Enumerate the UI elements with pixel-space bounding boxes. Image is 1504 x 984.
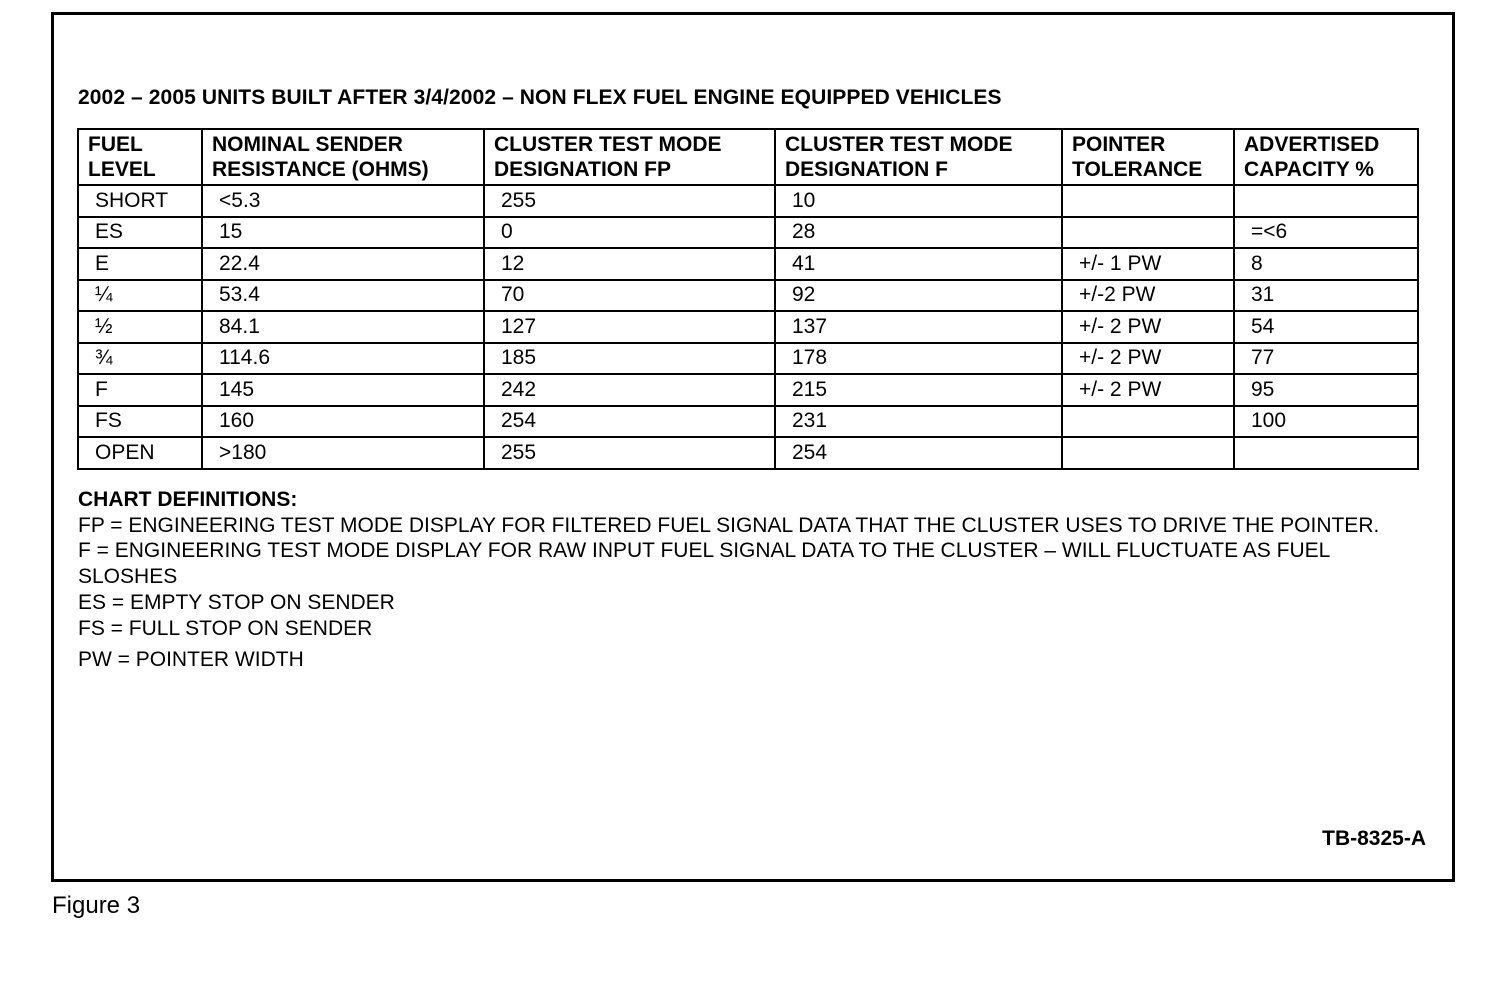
cell-tolerance: +/- 2 PW — [1062, 374, 1234, 406]
cell-f: 215 — [775, 374, 1062, 406]
cell-fp: 12 — [484, 248, 775, 280]
chart-definitions — [78, 487, 1418, 673]
header-fuel-level: FUEL LEVEL — [78, 129, 202, 185]
cell-resistance: 15 — [202, 217, 484, 249]
document-id: TB-8325-A — [1322, 827, 1426, 850]
definition-es: ES = EMPTY STOP ON SENDER — [78, 590, 395, 614]
table-row — [78, 437, 1418, 469]
cell-capacity: 8 — [1234, 248, 1418, 280]
cell-resistance: 114.6 — [202, 343, 484, 375]
cell-f: 254 — [775, 437, 1062, 469]
figure-frame — [51, 12, 1455, 882]
table-row — [78, 248, 1418, 280]
header-advertised-capacity: ADVERTISED CAPACITY % — [1234, 129, 1418, 185]
header-pointer-tolerance: POINTER TOLERANCE — [1062, 129, 1234, 185]
cell-capacity: =<6 — [1234, 217, 1418, 249]
cell-resistance: 53.4 — [202, 280, 484, 312]
table-row — [78, 185, 1418, 217]
cell-tolerance: +/- 2 PW — [1062, 311, 1234, 343]
cell-capacity — [1234, 185, 1418, 217]
cell-f: 231 — [775, 406, 1062, 438]
cell-fp: 242 — [484, 374, 775, 406]
cell-capacity: 31 — [1234, 280, 1418, 312]
header-cluster-test-mode-f: CLUSTER TEST MODE DESIGNATION F — [775, 129, 1062, 185]
cell-fp: 0 — [484, 217, 775, 249]
cell-f: 10 — [775, 185, 1062, 217]
cell-tolerance: +/-2 PW — [1062, 280, 1234, 312]
cell-capacity: 77 — [1234, 343, 1418, 375]
cell-f: 137 — [775, 311, 1062, 343]
cell-f: 178 — [775, 343, 1062, 375]
cell-fuel-level: SHORT — [78, 185, 202, 217]
table-header-row — [78, 129, 1418, 185]
figure-caption: Figure 3 — [52, 892, 141, 919]
cell-resistance: >180 — [202, 437, 484, 469]
cell-resistance: <5.3 — [202, 185, 484, 217]
table-heading: 2002 – 2005 UNITS BUILT AFTER 3/4/2002 – NON FLEX FUEL ENGINE EQUIPPED VEHICLES — [78, 86, 1002, 109]
table-row — [78, 311, 1418, 343]
cell-fuel-level: FS — [78, 406, 202, 438]
cell-fuel-level: ½ — [78, 311, 202, 343]
cell-resistance: 84.1 — [202, 311, 484, 343]
cell-tolerance — [1062, 406, 1234, 438]
cell-resistance: 160 — [202, 406, 484, 438]
definition-fp: FP = ENGINEERING TEST MODE DISPLAY FOR FILTERED FUEL SIGNAL DATA THAT THE CLUSTER USES TO DRIVE THE POINTER. — [78, 513, 1380, 537]
cell-resistance: 145 — [202, 374, 484, 406]
cell-fuel-level: ¾ — [78, 343, 202, 375]
definition-f: F = ENGINEERING TEST MODE DISPLAY FOR RAW INPUT FUEL SIGNAL DATA TO THE CLUSTER – WILL FLUCTUATE AS FUEL SLOSHES — [78, 539, 1330, 589]
cell-fp: 127 — [484, 311, 775, 343]
table-row — [78, 374, 1418, 406]
cell-fp: 255 — [484, 437, 775, 469]
cell-tolerance — [1062, 437, 1234, 469]
table-row — [78, 406, 1418, 438]
cell-fp: 185 — [484, 343, 775, 375]
cell-f: 41 — [775, 248, 1062, 280]
cell-fuel-level: F — [78, 374, 202, 406]
cell-fp: 254 — [484, 406, 775, 438]
header-cluster-test-mode-fp: CLUSTER TEST MODE DESIGNATION FP — [484, 129, 775, 185]
definition-pw: PW = POINTER WIDTH — [78, 648, 304, 672]
cell-capacity: 95 — [1234, 374, 1418, 406]
cell-fuel-level: E — [78, 248, 202, 280]
cell-fp: 255 — [484, 185, 775, 217]
cell-tolerance — [1062, 217, 1234, 249]
cell-fuel-level: ¼ — [78, 280, 202, 312]
cell-f: 28 — [775, 217, 1062, 249]
definition-fs: FS = FULL STOP ON SENDER — [78, 616, 373, 640]
cell-tolerance: +/- 1 PW — [1062, 248, 1234, 280]
definitions-title: CHART DEFINITIONS: — [78, 488, 298, 511]
cell-fp: 70 — [484, 280, 775, 312]
cell-f: 92 — [775, 280, 1062, 312]
cell-capacity — [1234, 437, 1418, 469]
cell-fuel-level: OPEN — [78, 437, 202, 469]
cell-resistance: 22.4 — [202, 248, 484, 280]
cell-capacity: 54 — [1234, 311, 1418, 343]
cell-fuel-level: ES — [78, 217, 202, 249]
fuel-level-table — [77, 128, 1419, 470]
table-row — [78, 280, 1418, 312]
cell-tolerance — [1062, 185, 1234, 217]
table-row — [78, 217, 1418, 249]
cell-capacity: 100 — [1234, 406, 1418, 438]
table-row — [78, 343, 1418, 375]
header-nominal-sender-resistance: NOMINAL SENDER RESISTANCE (OHMS) — [202, 129, 484, 185]
cell-tolerance: +/- 2 PW — [1062, 343, 1234, 375]
